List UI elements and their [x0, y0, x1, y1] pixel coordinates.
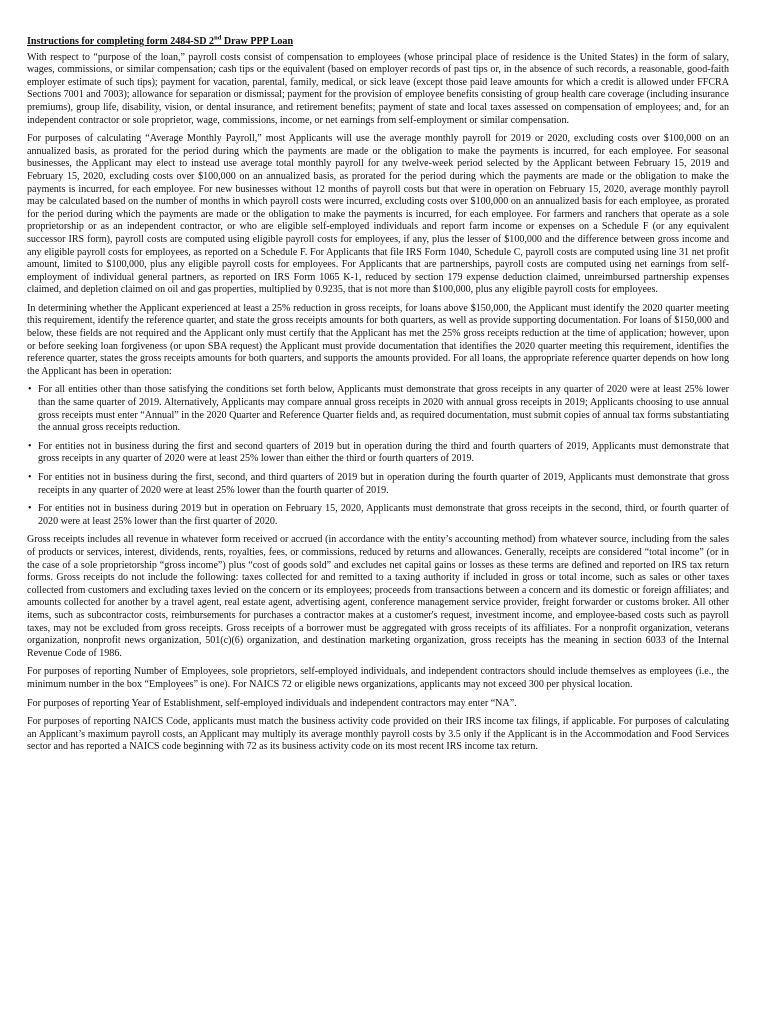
paragraph-average-monthly-payroll: For purposes of calculating “Average Monthly Payroll,” most Applicants will use the average monthly payroll for 2019 or 2020, excluding costs over $100,000 on an annualized basis, as prorated for the period during which the payments are made or the obligation to make the payments is incurred, for each employee. For seasonal businesses, the Applicant may elect to instead use average total monthly payroll for any twelve-week period selected by the Applicant between February 15, 2019 and February 15, 2020, excluding costs over $100,000 on an annualized basis, as prorated for the period during which the payments are made or the obligation to make the payments is incurred, for each employee. For new businesses without 12 months of payroll costs but that were in operation on February 15, 2020, average monthly payroll may be calculated based on the number of months in which payroll costs were incurred, excluding costs over $100,000 on an annualized basis for each employee, as prorated for the period during which the payments are made or the obligation to make the payments is incurred, for each employee. For farmers and ranchers that operate as a sole proprietorship or as an independent contractor, or who are eligible self-employed individuals and report farm income or expenses on a Schedule F (or any equivalent successor IRS form), payroll costs are computed using eligible payroll costs for employees, if any, plus the lesser of $100,000 and the difference between gross income and any eligible payroll costs for employees, as reported on a Schedule F. For Applicants that file IRS Form 1040, Schedule C, payroll costs are computed using line 31 net profit amount, limited to $100,000, plus any eligible payroll costs for employees. For Applicants that are partnerships, payroll costs are computed using net earnings from self-employment of individual general partners, as reported on IRS Form 1065 K-1, reduced by section 179 expense deduction claimed, unreimbursed partnership expenses claimed, and depletion claimed on oil and gas properties, multiplied by 0.9235, that is not more than $100,000, plus any eligible payroll costs for employees. [27, 133, 729, 296]
title-superscript: nd [214, 34, 222, 42]
paragraph-year-of-establishment: For purposes of reporting Year of Establishment, self-employed individuals and independent contractors may enter “NA”. [27, 697, 517, 709]
bullet-dot: • [28, 440, 32, 452]
bullet-dot: • [28, 384, 32, 396]
paragraph-number-of-employees: For purposes of reporting Number of Employees, sole proprietors, self-employed individuals, and independent contractors should include themselves as employees (i.e., the minimum number in the box “Employees” is one). For NAICS 72 or eligible news organizations, applicants may not exceed 300 per physical location. [27, 666, 729, 690]
paragraph-gross-receipts-definition: Gross receipts includes all revenue in whatever form received or accrued (in accordance with the entity’s accounting method) from whatever source, including from the sales of products or services, interest, dividends, rents, royalties, fees, or commissions, reduced by returns and allowances. Generally, receipts are considered “total income” (or in the case of a sole proprietorship “gross income”) plus “cost of goods sold” and excludes net capital gains or losses as these terms are defined and reported on IRS tax return forms. Gross receipts do not include the following: taxes collected for and remitted to a taxing authority if included in gross or total income, such as sales or other taxes collected from customers and excluding taxes levied on the concern or its employees; proceeds from transactions between a concern and its domestic or foreign affiliates; and amounts collected for another by a travel agent, real estate agent, advertising agent, conference management service provider, freight forwarder or customs broker. All other items, such as subcontractor costs, reimbursements for purchases a contractor makes at a customer's request, investment income, and employee-based costs such as payroll taxes, may not be excluded from gross receipts. Gross receipts of a borrower must be aggregated with gross receipts of its affiliates. For a nonprofit organization, veterans organization, nonprofit news organization, 501(c)(6) organization, and destination marketing organization, gross receipts has the meaning in section 6033 of the Internal Revenue Code of 1986. [27, 534, 729, 659]
paragraph-gross-receipts-reduction: In determining whether the Applicant experienced at least a 25% reduction in gross receipts, for loans above $150,000, the Applicant must identify the 2020 quarter meeting this requirement, identify the reference quarter, and state the gross receipts amounts for both quarters, as well as provide supporting documentation. For loans of $150,000 and below, these fields are not required and the Applicant only must certify that the Applicant has met the 25% gross receipts reduction at the time of application; however, upon or before seeking loan forgiveness (or upon SBA request) the Applicant must provide documentation that identifies the 2020 quarter meeting this requirement, identifies the reference quarter, states the gross receipts amounts for both quarters, and supports the amounts provided. For all loans, the appropriate reference quarter depends on how long the Applicant has been in operation: [27, 302, 729, 377]
bullet-item [27, 441, 729, 466]
bullet-item [27, 384, 729, 434]
bullet-text: For entities not in business during the first, second, and third quarters of 2019 but in operation during the fourth quarter of 2019, Applicants must demonstrate that gross receipts in any quarter of 2020 were at least 25% lower than the fourth quarter of 2019. [38, 472, 729, 496]
title-end: Draw PPP Loan [221, 36, 294, 47]
bullet-item [27, 472, 729, 497]
document-page [27, 36, 729, 760]
bullet-text: For entities not in business during 2019 but in operation on February 15, 2020, Applicants must demonstrate that gross receipts in the second, third, or fourth quarter of 2020 were at least 25% lower than the first quarter of 2020. [38, 503, 729, 527]
bullet-dot: • [28, 503, 32, 515]
bullet-dot: • [28, 472, 32, 483]
bullet-text: For entities not in business during the first and second quarters of 2019 but in operation during the third and fourth quarters of 2019, Applicants must demonstrate that gross receipts in any quarter of 2020 were at least 25% lower than either the third or fourth quarters of 2019. [38, 440, 729, 465]
paragraph-naics-code: For purposes of reporting NAICS Code, applicants must match the business activity code provided on their IRS income tax filings, if applicable. For purposes of calculating an Applicant’s maximum payroll costs, an Applicant may multiply its average monthly payroll costs by 3.5 only if the Applicant is in the Accommodation and Food Services sector and has reported a NAICS code beginning with 72 as its business activity code on its most recent IRS income tax return. [27, 716, 729, 753]
document-title [27, 36, 729, 49]
bullet-text: For all entities other than those satisfying the conditions set forth below, Applicants must demonstrate that gross receipts in any quarter of 2020 were at least 25% lower than the same quarter of 2019. Alternatively, Applicants may compare annual gross receipts in 2020 with annual gross receipts in 2019; Applicants choosing to use annual gross receipts must enter “Annual” in the 2020 Quarter and Reference Quarter fields and, as required documentation, must submit copies of annual tax forms substantiating the annual gross receipts reduction. [38, 384, 729, 434]
bullet-item [27, 503, 729, 528]
paragraph-payroll-costs: With respect to “purpose of the loan,” payroll costs consist of compensation to employees (whose principal place of residence is the United States) in the form of salary, wages, commissions, or similar compensation; cash tips or the equivalent (based on employer records of past tips or, in the absence of such records, a reasonable, good-faith employer estimate of such tips); payment for vacation, parental, family, medical, or sick leave (except those paid leave amounts for which a credit is allowed under FFCRA Sections 7001 and 7003); allowance for separation or dismissal; payment for the provision of employee benefits consisting of group health care coverage (including insurance premiums), group life, disability, vision, or dental insurance, and retirement benefits; payment of state and local taxes assessed on compensation of employees; and, for an independent contractor or sole proprietor, wage, commissions, income, or net earnings from self-employment or similar compensation. [27, 51, 729, 126]
title-main: Instructions for completing form 2484-SD 2 [27, 36, 215, 47]
